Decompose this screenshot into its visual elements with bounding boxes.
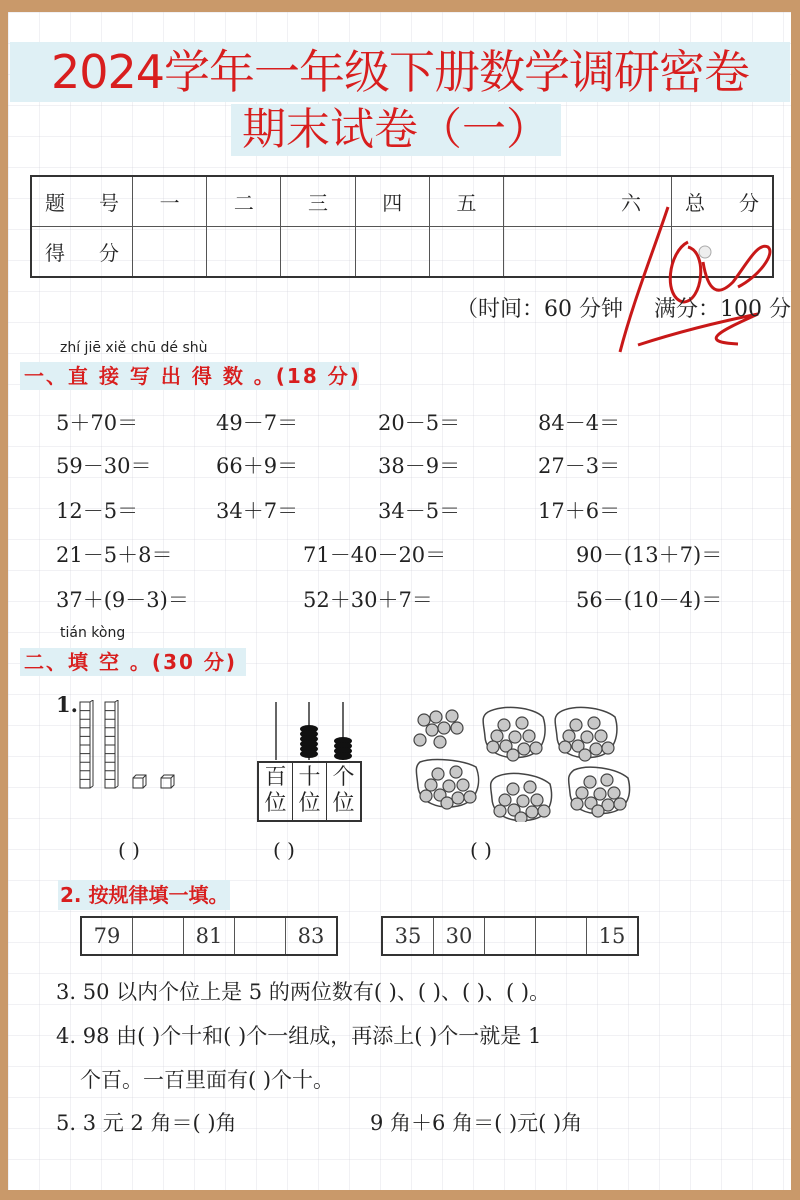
question-3: 3. 50 以内个位上是 5 的两位数有( )、( )、( )、( )。 bbox=[56, 980, 551, 1004]
equation: 34＋7＝ bbox=[216, 499, 299, 523]
equation: 5＋70＝ bbox=[56, 411, 139, 435]
label-char: 号 bbox=[99, 191, 119, 215]
equation: 34－5＝ bbox=[378, 499, 461, 523]
score-cell[interactable] bbox=[355, 227, 429, 278]
column-header: 六 bbox=[504, 176, 672, 227]
answer-blank[interactable]: ( ) bbox=[118, 838, 140, 862]
number-sequence-2 bbox=[381, 916, 639, 956]
equation: 56－(10－4)＝ bbox=[576, 588, 723, 612]
equation: 20－5＝ bbox=[378, 411, 461, 435]
sequence-cell: 30 bbox=[434, 918, 485, 954]
question-4-line1: 4. 98 由( )个十和( )个一组成，再添上( )个一就是 1 bbox=[56, 1024, 542, 1048]
full-score: 满分：100 分 bbox=[654, 297, 791, 322]
sequence-cell: 81 bbox=[184, 918, 235, 954]
equation: 27－3＝ bbox=[538, 454, 621, 478]
section2-pinyin: tián kòng bbox=[60, 625, 126, 641]
column-header: 三 bbox=[281, 176, 355, 227]
question-2-title: 2. 按规律填一填。 bbox=[58, 880, 230, 910]
sequence-cell: 35 bbox=[383, 918, 434, 954]
ones-place-label: 个位 bbox=[332, 765, 355, 816]
section2-title: 二、填 空 。(30 分) bbox=[20, 648, 246, 676]
column-header: 一 bbox=[133, 176, 207, 227]
equation: 21－5＋8＝ bbox=[56, 543, 173, 567]
sequence-blank-cell[interactable] bbox=[536, 918, 587, 954]
label-char: 得 bbox=[45, 241, 65, 265]
exam-paper bbox=[8, 12, 791, 1190]
question-5-part2: 9 角＋6 角＝( )元( )角 bbox=[370, 1111, 583, 1135]
label-char: 总 bbox=[685, 191, 705, 215]
label-char: 题 bbox=[45, 191, 65, 215]
hundreds-place-label: 百位 bbox=[259, 763, 293, 820]
column-header: 二 bbox=[207, 176, 281, 227]
score-cell[interactable] bbox=[133, 227, 207, 278]
column-header: 五 bbox=[429, 176, 503, 227]
sequence-blank-cell[interactable] bbox=[133, 918, 184, 954]
exam-title-line1: 2024学年一年级下册数学调研密卷 bbox=[10, 42, 790, 102]
section1-pinyin: zhí jiē xiě chū dé shù bbox=[60, 340, 208, 356]
tens-place-label: 十位 bbox=[293, 763, 327, 820]
question-4-line2: 个百。一百里面有( )个十。 bbox=[80, 1068, 335, 1092]
label-char: 分 bbox=[99, 241, 119, 265]
question-5-part1: 5. 3 元 2 角＝( )角 bbox=[56, 1111, 237, 1135]
label-char: 分 bbox=[739, 191, 759, 215]
equation: 66＋9＝ bbox=[216, 454, 299, 478]
score-cell[interactable] bbox=[429, 227, 503, 278]
counting-dots-image bbox=[408, 702, 638, 822]
score-cell[interactable] bbox=[281, 227, 355, 278]
handwritten-score-100 bbox=[608, 202, 788, 362]
time-limit: （时间：60 分钟 bbox=[456, 297, 623, 322]
abacus-image bbox=[256, 700, 366, 762]
number-sequence-1 bbox=[80, 916, 338, 956]
sequence-blank-cell[interactable] bbox=[235, 918, 286, 954]
section1-title: 一、直 接 写 出 得 数 。(18 分) bbox=[20, 362, 359, 390]
question-1-label: 1. bbox=[56, 692, 78, 717]
sequence-cell: 15 bbox=[598, 924, 626, 948]
base-ten-blocks-image bbox=[78, 700, 188, 792]
exam-title-line2: 期末试卷（一） bbox=[231, 104, 561, 156]
sequence-cell: 83 bbox=[297, 924, 325, 948]
equation: 12－5＝ bbox=[56, 499, 139, 523]
equation: 84－4＝ bbox=[538, 411, 621, 435]
equation: 71－40－20＝ bbox=[303, 543, 447, 567]
equation: 37＋(9－3)＝ bbox=[56, 588, 189, 612]
score-label bbox=[31, 227, 133, 278]
sequence-cell: 79 bbox=[82, 918, 133, 954]
column-header: 四 bbox=[355, 176, 429, 227]
equation: 38－9＝ bbox=[378, 454, 461, 478]
answer-blank[interactable]: ( ) bbox=[470, 838, 492, 862]
exam-info bbox=[456, 292, 791, 323]
equation: 17＋6＝ bbox=[538, 499, 621, 523]
abacus-place-labels bbox=[257, 761, 362, 822]
equation: 59－30＝ bbox=[56, 454, 152, 478]
equation: 90－(13＋7)＝ bbox=[576, 543, 723, 567]
equation: 52＋30＋7＝ bbox=[303, 588, 433, 612]
score-cell[interactable] bbox=[207, 227, 281, 278]
equation: 49－7＝ bbox=[216, 411, 299, 435]
question-number-label bbox=[31, 176, 133, 227]
answer-blank[interactable]: ( ) bbox=[273, 838, 295, 862]
sequence-blank-cell[interactable] bbox=[485, 918, 536, 954]
